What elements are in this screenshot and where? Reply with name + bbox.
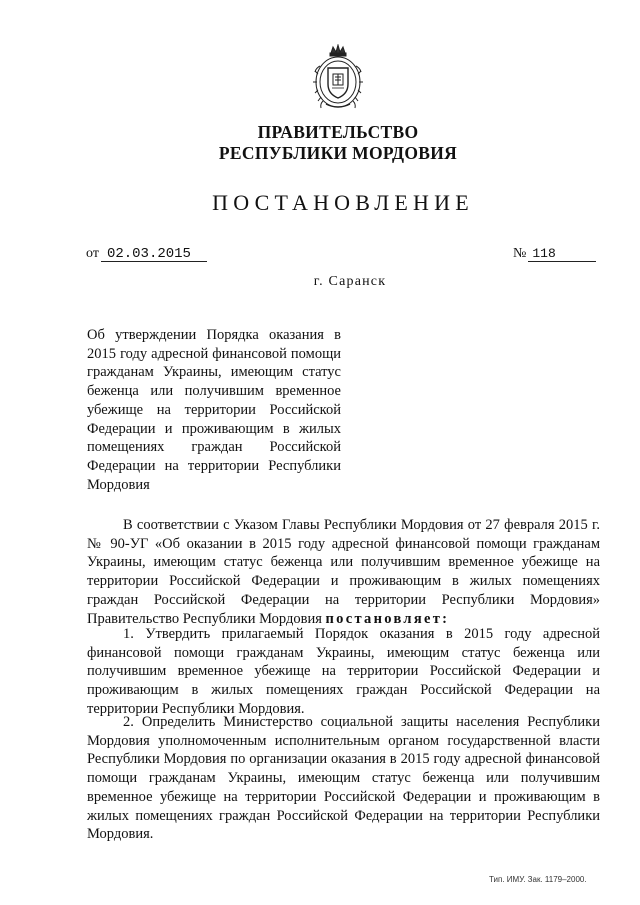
preamble-paragraph <box>87 516 600 628</box>
organization-name: ПРАВИТЕЛЬСТВО <box>257 122 419 142</box>
resolution-item-1: 1. Утвердить прилагаемый Порядок оказания в 2015 году адресной финансовой помощи гражданам Украины, имеющим статус беженца или получившим временное убежище на территории Российской Федерации и проживающим в жилых помещениях граждан Российской Федерации на территории Республики Мордовия. <box>87 626 600 717</box>
document-type-title: ПОСТАНОВЛЕНИЕ <box>212 190 474 215</box>
document-number-line <box>513 246 596 262</box>
print-note: Тип. ИМУ. Зак. 1179–2000. <box>489 875 587 884</box>
document-date-line <box>86 246 207 262</box>
document-subject: Об утверждении Порядка оказания в 2015 году адресной финансовой помощи гражданам Украины, имеющим статус беженца или получившим временное убежище на территории Российской Федерации и проживающим в жилых помещениях граждан Российской Федерации на территории Республики Мордовия <box>87 327 341 493</box>
resolution-item-2: 2. Определить Министерство социальной защиты населения Республики Мордовия уполномоченным исполнительным органом государственной власти Республики Мордовия по организации оказания в 2015 году адресной финансовой помощи гражданам Украины, имеющим статус беженца или получившим временное убежище на территории Российской Федерации и проживающим в жилых помещениях граждан Российской Федерации на территории Республики Мордовия. <box>87 714 600 843</box>
coat-of-arms-icon <box>311 44 365 112</box>
document-city: г. Саранск <box>313 274 387 289</box>
date-prefix: от <box>86 246 99 261</box>
resolves-keyword: постановляет: <box>325 610 450 627</box>
document-number: 118 <box>528 247 596 262</box>
organization-region: РЕСПУБЛИКИ МОРДОВИЯ <box>218 143 458 163</box>
number-prefix: № <box>513 246 527 261</box>
document-date: 02.03.2015 <box>101 247 207 262</box>
preamble-text: В соответствии с Указом Главы Республики Мордовия от 27 февраля 2015 г. № 90-УГ «Об оказании в 2015 году адресной финансовой помощи гражданам Украины, имеющим статус беженца или получившим временное убежище на территории Российской Федерации и проживающим в жилых помещениях граждан Российской Федерации на территории Республики Мордовия» Правительство Республики Мордовия <box>87 517 600 627</box>
